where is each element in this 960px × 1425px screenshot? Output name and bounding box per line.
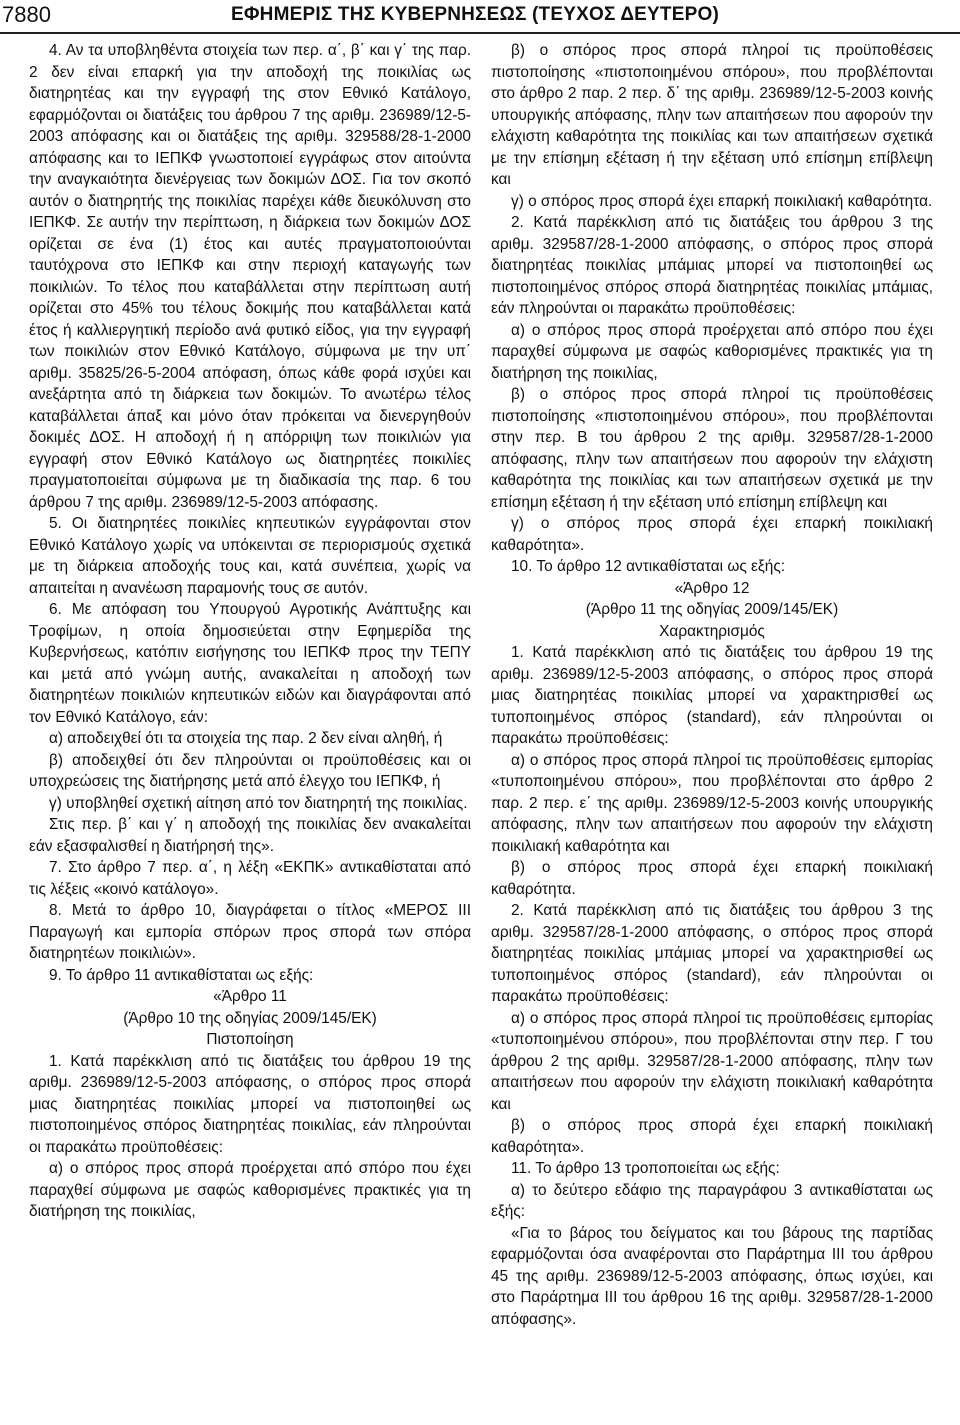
right-column (491, 40, 933, 1330)
paragraph: 9. Το άρθρο 11 αντικαθίσταται ως εξής: (49, 966, 314, 984)
paragraph: 11. Το άρθρο 13 τροποποιείται ως εξής: (511, 1160, 780, 1177)
paragraph: 7. Στο άρθρο 7 περ. α΄, η λέξη «ΕΚΠΚ» αντικαθίσταται από τις λέξεις «κοινό κατάλογο». (29, 859, 471, 898)
paragraph: β) ο σπόρος προς σπορά έχει επαρκή ποικιλιακή καθαρότητα». (491, 1117, 933, 1156)
paragraph: γ) υποβληθεί σχετική αίτηση από τον διατηρητή της ποικιλίας. (49, 794, 468, 812)
paragraph: 6. Με απόφαση του Υπουργού Αγροτικής Ανάπτυξης και Τροφίμων, η οποία δημοσιεύεται στην Εφημερίδα της Κυβερνήσεως, κατόπιν εισήγησης του ΙΕΠΚΦ προς την ΤΕΠΥ και μετά από γνώμη αυτής, ανακαλείται η αποδοχή των διατηρητέων ποικιλιών κηπευτικών ειδών και διαγράφονται από τον Εθνικό Κατάλογο, εάν: (29, 601, 471, 726)
paragraph: α) ο σπόρος προς σπορά προέρχεται από σπόρο που έχει παραχθεί σύμφωνα με σαφώς καθορισμένες πρακτικές για τη διατήρηση της ποικιλίας, (29, 1160, 471, 1220)
page-header (0, 0, 960, 44)
paragraph: 5. Οι διατηρητέες ποικιλίες κηπευτικών εγγράφονται στον Εθνικό Κατάλογο χωρίς να υπόκεινται σε περιορισμούς σχετικά με τη διάρκεια αποδοχής τους και, κατά συνέπεια, χωρίς να απαιτείται η ανανέωση παραμονής τους σε αυτόν. (29, 515, 471, 597)
paragraph: γ) ο σπόρος προς σπορά έχει επαρκή ποικιλιακή καθαρότητα. (511, 192, 933, 210)
article-heading: (Άρθρο 10 της οδηγίας 2009/145/ΕΚ) (123, 1009, 377, 1027)
article-heading: Πιστοποίηση (206, 1031, 294, 1048)
article-heading: «Άρθρο 11 (213, 988, 287, 1005)
page-number: 7880 (2, 2, 51, 27)
paragraph: α) ο σπόρος προς σπορά πληροί τις προϋποθέσεις εμπορίας «τυποποιημένου σπόρου», που προβλέπονται στο άρθρο 2 παρ. 2 περ. ε΄ της αριθμ. 236989/12-5-2003 κοινής υπουργικής απόφασης, πλην των απαιτήσεων που αφορούν την ελάχιστη ποικιλιακή καθαρότητα και (491, 751, 933, 855)
paragraph: α) ο σπόρος προς σπορά προέρχεται από σπόρο που έχει παραχθεί σύμφωνα με σαφώς καθορισμένες πρακτικές για τη διατήρηση της ποικιλίας, (491, 321, 933, 382)
paragraph: 1. Κατά παρέκκλιση από τις διατάξεις του άρθρου 19 της αριθμ. 236989/12-5-2003 απόφασης, ο σπόρος προς σπορά μιας διατηρητέας ποικιλίας μπορεί να πιστοποιηθεί ως πιστοποιημένος σπόρος διατηρητέας ποικιλίας, εάν πληρούνται οι παρακάτω προϋποθέσεις: (29, 1052, 471, 1156)
paragraph: β) ο σπόρος προς σπορά πληροί τις προϋποθέσεις πιστοποίησης «πιστοποιημένου σπόρου», που προβλέπονται στο άρθρο 2 παρ. 2 περ. δ΄ της αριθμ. 236989/12-5-2003 κοινής υπουργικής απόφασης, πλην των απαιτήσεων που αφορούν την ελάχιστη καθαρότητα της ποικιλίας και των απαιτήσεων σχετικά με την επίσημη εξέταση ή την εξέταση υπό επίσημη επίβλεψη και (491, 42, 933, 188)
paragraph: β) αποδειχθεί ότι δεν πληρούνται οι προϋποθέσεις και οι υποχρεώσεις της διατήρησης μετά από έλεγχο του ΙΕΠΚΦ, ή (29, 751, 471, 790)
paragraph: β) ο σπόρος προς σπορά πληροί τις προϋποθέσεις πιστοποίησης «πιστοποιημένου σπόρου», που προβλέπονται στην περ. Β του άρθρου 2 της αριθμ. 329587/28-1-2000 απόφασης, πλην των απαιτήσεων που αφορούν την ελάχιστη καθαρότητα της ποικιλίας και των απαιτήσεων σχετικά με την επίσημη εξέταση ή την εξέταση υπό επίσημη επίβλεψη και (491, 386, 933, 511)
paragraph: α) ο σπόρος προς σπορά πληροί τις προϋποθέσεις εμπορίας «τυποποιημένου σπόρου», που προβλέπονται στην περ. Γ του άρθρου 2 της αριθμ. 329587/28-1-2000 απόφασης, πλην των απαιτήσεων που αφορούν την ελάχιστη ποικιλιακή καθαρότητα και (491, 1009, 933, 1113)
paragraph: β) ο σπόρος προς σπορά έχει επαρκή ποικιλιακή καθαρότητα. (491, 859, 933, 898)
paragraph: γ) ο σπόρος προς σπορά έχει επαρκή ποικιλιακή καθαρότητα». (491, 515, 933, 554)
paragraph: 10. Το άρθρο 12 αντικαθίσταται ως εξής: (511, 558, 786, 575)
left-column (29, 40, 471, 1223)
paragraph: 1. Κατά παρέκκλιση από τις διατάξεις του άρθρου 19 της αριθμ. 236989/12-5-2003 απόφασης, ο σπόρος προς σπορά μιας διατηρητέας ποικιλίας μπορεί να χαρακτηρισθεί ως τυποποιημένος σπόρος (standard), εάν πληρούνται οι παρακάτω προϋποθέσεις: (491, 644, 933, 747)
journal-title: ΕΦΗΜΕΡΙΣ ΤΗΣ ΚΥΒΕΡΝΗΣΕΩΣ (ΤΕΥΧΟΣ ΔΕΥΤΕΡΟ) (231, 4, 719, 25)
paragraph: α) το δεύτερο εδάφιο της παραγράφου 3 αντικαθίσταται ως εξής: (491, 1181, 933, 1220)
article-heading: Χαρακτηρισμός (659, 622, 765, 640)
paragraph: 8. Μετά το άρθρο 10, διαγράφεται ο τίτλος «ΜΕΡΟΣ ΙΙΙ Παραγωγή και εμπορία σπόρων προς σπορά των σπόρα διατηρητέων ποικιλιών». (29, 902, 471, 962)
paragraph: α) αποδειχθεί ότι τα στοιχεία της παρ. 2 δεν είναι αληθή, ή (49, 730, 443, 747)
paragraph: Στις περ. β΄ και γ΄ η αποδοχή της ποικιλίας δεν ανακαλείται εάν εξασφαλισθεί η διατήρησή της». (29, 816, 471, 855)
article-heading: «Άρθρο 12 (674, 579, 750, 597)
article-heading: (Άρθρο 11 της οδηγίας 2009/145/ΕΚ) (585, 601, 839, 618)
paragraph: 4. Αν τα υποβληθέντα στοιχεία των περ. α΄, β΄ και γ΄ της παρ. 2 δεν είναι επαρκή για την αποδοχή της ποικιλίας ως διατηρητέας και την εγγραφή της στον Εθνικό Κατάλογο, εφαρμόζονται οι διατάξεις του άρθρου 7 της αριθμ. 236989/12-5-2003 απόφασης και οι διατάξεις της αριθμ. 329588/28-1-2000 απόφασης και το ΙΕΠΚΦ γνωστοποιεί εγγράφως στον αιτούντα την αναγκαιότητα διενέργειας των δοκιμών ΔΟΣ. Για τον σκοπό αυτόν ο διατηρητής της ποικιλίας παρέχει κάθε διευκόλυνση στο ΙΕΠΚΦ. Σε αυτήν την περίπτωση, η διάρκεια των δοκιμών ΔΟΣ ορίζεται σε ένα (1) έτος και αυτές πραγματοποιούνται ταυτόχρονα στο ΙΕΠΚΦ και στην περιοχή καταγωγής των ποικιλιών. Το τέλος που καταβάλλεται στην περίπτωση αυτή ορίζεται στο 45% του τέλους δοκιμής που καταβάλλεται κατά έτος ή καλλιεργητική περίοδο ανά φυτικό είδος, για την εγγραφή των ποικιλιών στον Εθνικό Κατάλογο, σύμφωνα με την υπ΄ αριθμ. 35825/26-5-2004 απόφαση, όπως κάθε φορά ισχύει και ανεξάρτητα από τη διάρκεια των δοκιμών. Το ανωτέρω τέλος καταβάλλεται άπαξ και μόνο όταν πρόκειται να διενεργηθούν δοκιμές ΔΟΣ. Η αποδοχή ή η απόρριψη των ποικιλιών για εγγραφή στον Εθνικό Κατάλογο ως διατηρητέες ποικιλίες πραγματοποιείται σύμφωνα με τη διαδικασία της παρ. 6 του άρθρου 7 της αριθμ. 236989/12-5-2003 απόφασης. (29, 42, 471, 511)
paragraph: 2. Κατά παρέκκλιση από τις διατάξεις του άρθρου 3 της αριθμ. 329587/28-1-2000 απόφασης, ο σπόρος προς σπορά διατηρητέας ποικιλίας μπάμιας μπορεί να χαρακτηρισθεί ως τυποποιημένος σπόρος (standard), εάν πληρούνται οι παρακάτω προϋποθέσεις: (491, 902, 933, 1005)
paragraph: «Για το βάρος του δείγματος και του βάρους της παρτίδας εφαρμόζονται όσα αναφέρονται στο Παράρτημα ΙΙΙ του άρθρου 45 της αριθμ. 236989/12-5-2003 απόφασης, όπως ισχύει, και στο Παράρτημα ΙΙΙ του άρθρου 16 της αριθμ. 329587/28-1-2000 απόφασης». (491, 1224, 933, 1328)
header-rule (0, 32, 960, 34)
paragraph: 2. Κατά παρέκκλιση από τις διατάξεις του άρθρου 3 της αριθμ. 329587/28-1-2000 απόφασης, ο σπόρος προς σπορά διατηρητέας ποικιλίας μπάμιας μπορεί να πιστοποιηθεί ως πιστοποιημένος σπόρος σπορά διατηρητέας ποικιλίας μπάμιας, εάν πληρούνται οι παρακάτω προϋποθέσεις: (491, 214, 933, 317)
